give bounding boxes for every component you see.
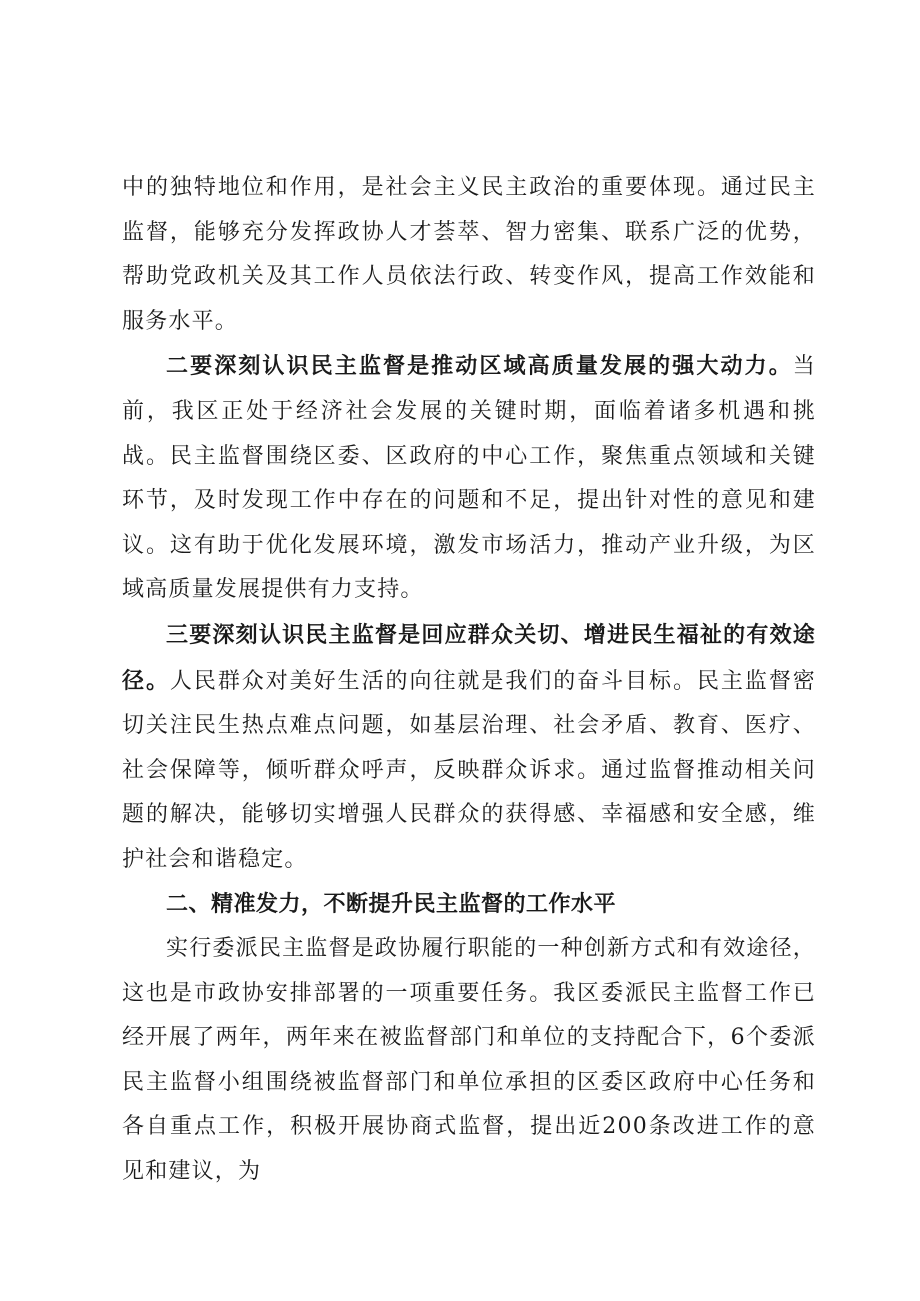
paragraph-closing — [122, 927, 816, 1195]
paragraph-lead: 三要深刻认识民主监督是回应群众关切、增进民生福祉的有效途径。 — [122, 621, 816, 694]
paragraph-text: 中的独特地位和作用，是社会主义民主政治的重要体现。通过民主监督，能够充分发挥政协人才荟萃、智力密集、联系广泛的优势，帮助党政机关及其工作人员依法行政、转变作风，提高工作效能和服务水平。 — [122, 175, 816, 334]
paragraph-point-two — [122, 344, 816, 613]
section-heading: 二、精准发力，不断提升民主监督的工作水平 — [166, 891, 617, 917]
paragraph-text: 实行委派民主监督是政协履行职能的一种创新方式和有效途径，这也是市政协安排部署的一项重要任务。我区委派民主监督工作已经开展了两年，两年来在被监督部门和单位的支持配合下，6个委派民主监督小组围绕被监督部门和单位承担的区委区政府中心任务和各自重点工作，积极开展协商式监督，提出近200条改进工作的意见和建议，为 — [122, 936, 816, 1185]
document-body — [122, 166, 816, 1195]
paragraph-text: 人民群众对美好生活的向往就是我们的奋斗目标。民主监督密切关注民生热点难点问题，如基层治理、社会矛盾、教育、医疗、社会保障等，倾听群众呼声，反映群众诉求。通过监督推动相关问题的解决，能够切实增强人民群众的获得感、幸福感和安全感，维护社会和谐稳定。 — [122, 668, 816, 872]
paragraph-lead: 二要深刻认识民主监督是推动区域高质量发展的强大动力。 — [166, 353, 793, 380]
paragraph-continuation — [122, 166, 816, 344]
paragraph-text: 当前，我区正处于经济社会发展的关键时期，面临着诸多机遇和挑战。民主监督围绕区委、区政府的中心工作，聚焦重点领域和关键环节，及时发现工作中存在的问题和不足，提出针对性的意见和建议。这有助于优化发展环境，激发市场活力，推动产业升级，为区域高质量发展提供有力支持。 — [122, 354, 816, 603]
paragraph-point-three — [122, 613, 816, 883]
